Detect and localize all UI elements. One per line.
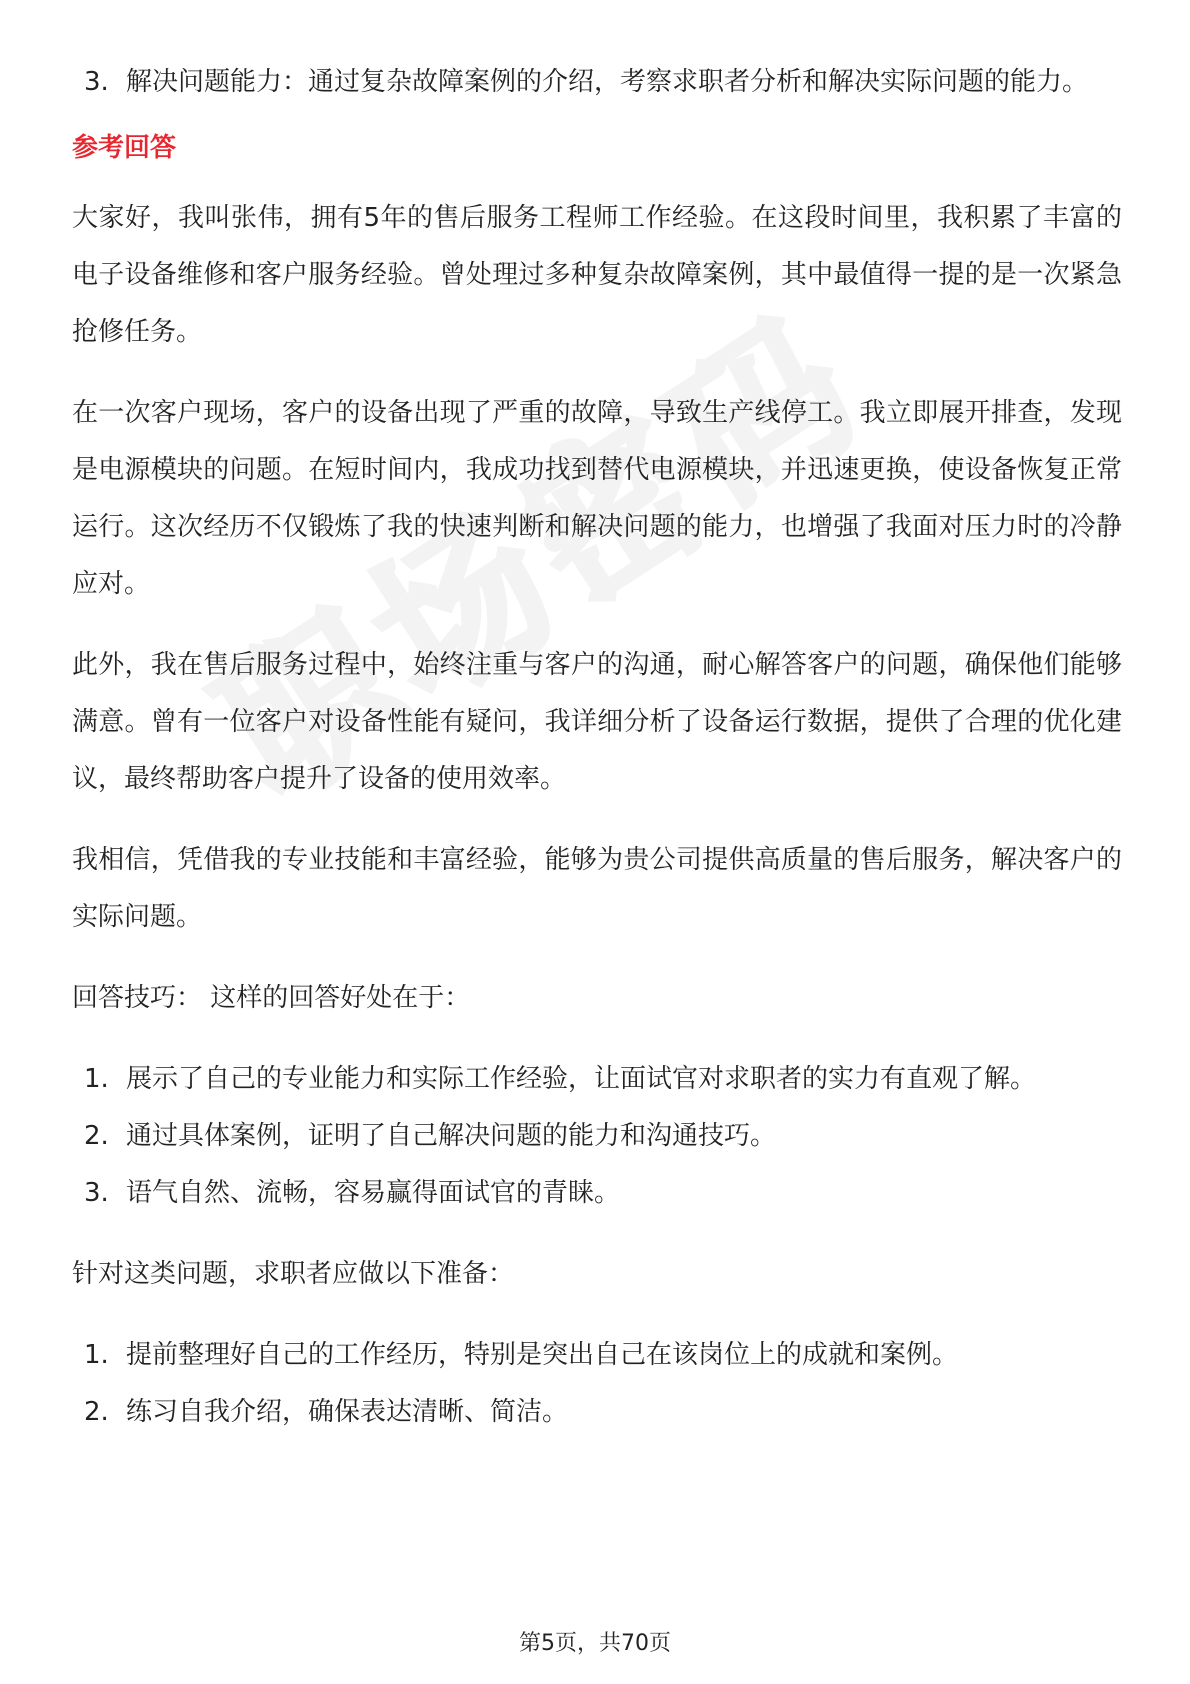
list-item: [72, 1051, 1122, 1108]
list-item-number: 1.: [84, 1340, 109, 1370]
list-item: [72, 1165, 1122, 1222]
list-item: [72, 1327, 1122, 1384]
tips-list: [72, 1051, 1122, 1222]
list-item-text: 解决问题能力：通过复杂故障案例的介绍，考察求职者分析和解决实际问题的能力。: [126, 67, 1089, 97]
paragraph-conclusion: 我相信，凭借我的专业技能和丰富经验，能够为贵公司提供高质量的售后服务，解决客户的实际问题。: [72, 845, 1122, 932]
list-item-text: 语气自然、流畅，容易赢得面试官的青睐。: [126, 1178, 621, 1208]
list-item-text: 练习自我介绍，确保表达清晰、简洁。: [126, 1397, 569, 1427]
paragraph-prep-intro: 针对这类问题，求职者应做以下准备：: [72, 1259, 515, 1289]
list-item-text: 提前整理好自己的工作经历，特别是突出自己在该岗位上的成就和案例。: [126, 1340, 959, 1370]
list-item-number: 2.: [84, 1121, 109, 1151]
criteria-list: [72, 54, 1122, 111]
paragraph-case: 在一次客户现场，客户的设备出现了严重的故障，导致生产线停工。我立即展开排查，发现是电源模块的问题。在短时间内，我成功找到替代电源模块，并迅速更换，使设备恢复正常运行。这次经历不仅锻炼了我的快速判断和解决问题的能力，也增强了我面对压力时的冷静应对。: [72, 398, 1122, 599]
list-item: [72, 1384, 1122, 1441]
paragraph-intro: 大家好，我叫张伟，拥有5年的售后服务工程师工作经验。在这段时间里，我积累了丰富的电子设备维修和客户服务经验。曾处理过多种复杂故障案例，其中最值得一提的是一次紧急抢修任务。: [72, 203, 1122, 347]
list-item-text: 通过具体案例，证明了自己解决问题的能力和沟通技巧。: [126, 1121, 777, 1151]
list-item-number: 3.: [84, 67, 109, 97]
paragraph-communication: 此外，我在售后服务过程中，始终注重与客户的沟通，耐心解答客户的问题，确保他们能够满意。曾有一位客户对设备性能有疑问，我详细分析了设备运行数据，提供了合理的优化建议，最终帮助客户提升了设备的使用效率。: [72, 650, 1122, 794]
list-item-text: 展示了自己的专业能力和实际工作经验，让面试官对求职者的实力有直观了解。: [126, 1064, 1037, 1094]
section-heading: 参考回答: [72, 133, 177, 163]
page-content: [72, 54, 1122, 1441]
list-item-number: 3.: [84, 1178, 109, 1208]
paragraph-tips-intro: 回答技巧： 这样的回答好处在于：: [72, 983, 471, 1013]
prep-list: [72, 1327, 1122, 1441]
list-item: [72, 1108, 1122, 1165]
list-item-number: 1.: [84, 1064, 109, 1094]
page-number-footer: 第5页，共70页: [519, 1631, 671, 1656]
list-item: [72, 54, 1122, 111]
list-item-number: 2.: [84, 1397, 109, 1427]
